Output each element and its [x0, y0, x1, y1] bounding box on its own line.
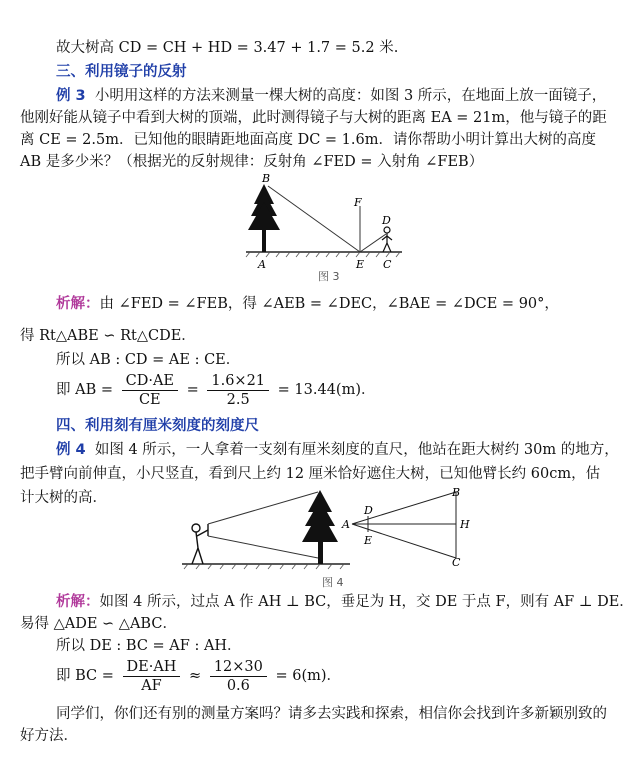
- example4-line2: 把手臂向前伸直，小尺竖直，看到尺上约 12 厘米恰好遮住大树，已知他臂长约 60cm，估: [20, 466, 601, 482]
- sight-line-top: [208, 492, 318, 524]
- example3-line1: [56, 86, 624, 106]
- analysis3-frac1-num: CD·AE: [122, 372, 178, 391]
- example4-text1: 如图 4 所示，一人拿着一支刻有厘米刻度的直尺，他站在距大树约 30m 的地方，: [94, 442, 619, 458]
- label-a: A: [258, 258, 266, 271]
- label-e4: E: [364, 534, 373, 547]
- label-h4: H: [460, 518, 470, 531]
- ray-be: [268, 186, 360, 252]
- label-c: C: [383, 258, 392, 271]
- label-a4: A: [342, 518, 350, 531]
- person-with-ruler-icon: [192, 524, 208, 564]
- analysis3-line3: 所以 AB : CD = AE : CE．: [56, 352, 241, 368]
- analysis4-frac2: [210, 658, 267, 695]
- analysis3-eq-result: = 13.44(m)．: [277, 382, 376, 398]
- tree-icon: [248, 184, 280, 252]
- example3-line3: 离 CE = 2.5m．已知他的眼睛距地面高度 DC = 1.6m．请你帮助小明计算出大树的高度: [20, 132, 596, 148]
- analysis4-label: 析解：: [56, 594, 100, 610]
- analysis4-text1: 如图 4 所示，过点 A 作 AH ⊥ BC，垂足为 H，交 DE 于点 F，则有 AF ⊥ DE．: [99, 594, 634, 610]
- label-d: D: [382, 214, 391, 227]
- example3-line4: AB 是多少米？（根据光的反射规律：反射角 ∠FED = 入射角 ∠FEB）: [20, 154, 484, 170]
- analysis3-line1: [56, 294, 624, 314]
- closing-line1: 同学们，你们还有别的测量方案吗？请多去实践和探索，相信你会找到许多新颖别致的: [56, 706, 607, 722]
- closing-line2: 好方法．: [20, 728, 78, 744]
- analysis4-frac1: [123, 658, 181, 695]
- label-c4: C: [452, 556, 461, 568]
- analysis3-frac1: [122, 372, 178, 409]
- analysis3-frac2: [207, 372, 269, 409]
- analysis3-frac2-den: 2.5: [226, 391, 250, 408]
- example4-label: 例 4: [56, 442, 86, 458]
- intro-line: 故大树高 CD = CH + HD = 3.47 + 1.7 = 5.2 米.: [56, 40, 399, 56]
- analysis4-equation: [56, 656, 624, 696]
- example3-label: 例 3: [56, 88, 86, 104]
- sight-line-bottom: [208, 536, 318, 558]
- analysis4-eq-approx: ≈: [189, 668, 202, 684]
- analysis3-line2: 得 Rt△ABE ∽ Rt△CDE．: [20, 328, 196, 344]
- analysis3-frac1-den: CE: [138, 391, 161, 408]
- analysis3-eq-prefix: 即 AB =: [56, 382, 113, 398]
- label-d4: D: [364, 504, 373, 517]
- analysis4-frac1-num: DE·AH: [123, 658, 181, 677]
- figure3-diagram: [240, 172, 410, 284]
- label-b: B: [262, 172, 271, 185]
- analysis4-frac2-num: 12×30: [210, 658, 267, 677]
- example3-line2: 他刚好能从镜子中看到大树的顶端，此时测得镜子与大树的距离 EA = 21m，他与镜子的距: [20, 110, 607, 126]
- analysis3-eq-equals: =: [186, 382, 199, 398]
- analysis3-label: 析解：: [56, 296, 100, 312]
- label-f: F: [354, 196, 362, 209]
- analysis4-frac1-den: AF: [141, 677, 162, 694]
- analysis4-eq-result: = 6(m)．: [275, 668, 342, 684]
- analysis3-text1: 由 ∠FED = ∠FEB，得 ∠AEB = ∠DEC，∠BAE = ∠DCE = 90°，: [99, 296, 559, 312]
- figure4-triangle: [340, 484, 470, 568]
- figure3-caption: 图 3: [318, 270, 340, 283]
- label-b4: B: [452, 486, 461, 499]
- analysis3-equation: [56, 370, 624, 410]
- analysis4-line1: [56, 592, 634, 612]
- analysis3-frac2-num: 1.6×21: [207, 372, 269, 391]
- example4-line1: [56, 440, 624, 460]
- label-e: E: [356, 258, 365, 271]
- tree-icon-4: [302, 490, 338, 564]
- analysis4-line2: 易得 △ADE ∽ △ABC．: [20, 616, 177, 632]
- analysis4-eq-prefix: 即 BC =: [56, 668, 114, 684]
- ray-ed: [360, 234, 386, 252]
- figure4-caption: 图 4: [322, 576, 344, 588]
- analysis4-line3: 所以 DE : BC = AF : AH．: [56, 638, 242, 654]
- person-icon: [382, 227, 392, 252]
- section3-heading: 三、利用镜子的反射: [56, 64, 187, 80]
- example4-line3: 计大树的高．: [20, 490, 107, 506]
- analysis4-frac2-den: 0.6: [226, 677, 250, 694]
- example3-text1: 小明用这样的方法来测量一棵大树的高度：如图 3 所示，在地面上放一面镜子，: [94, 88, 607, 104]
- section4-heading: 四、利用刻有厘米刻度的刻度尺: [56, 418, 259, 434]
